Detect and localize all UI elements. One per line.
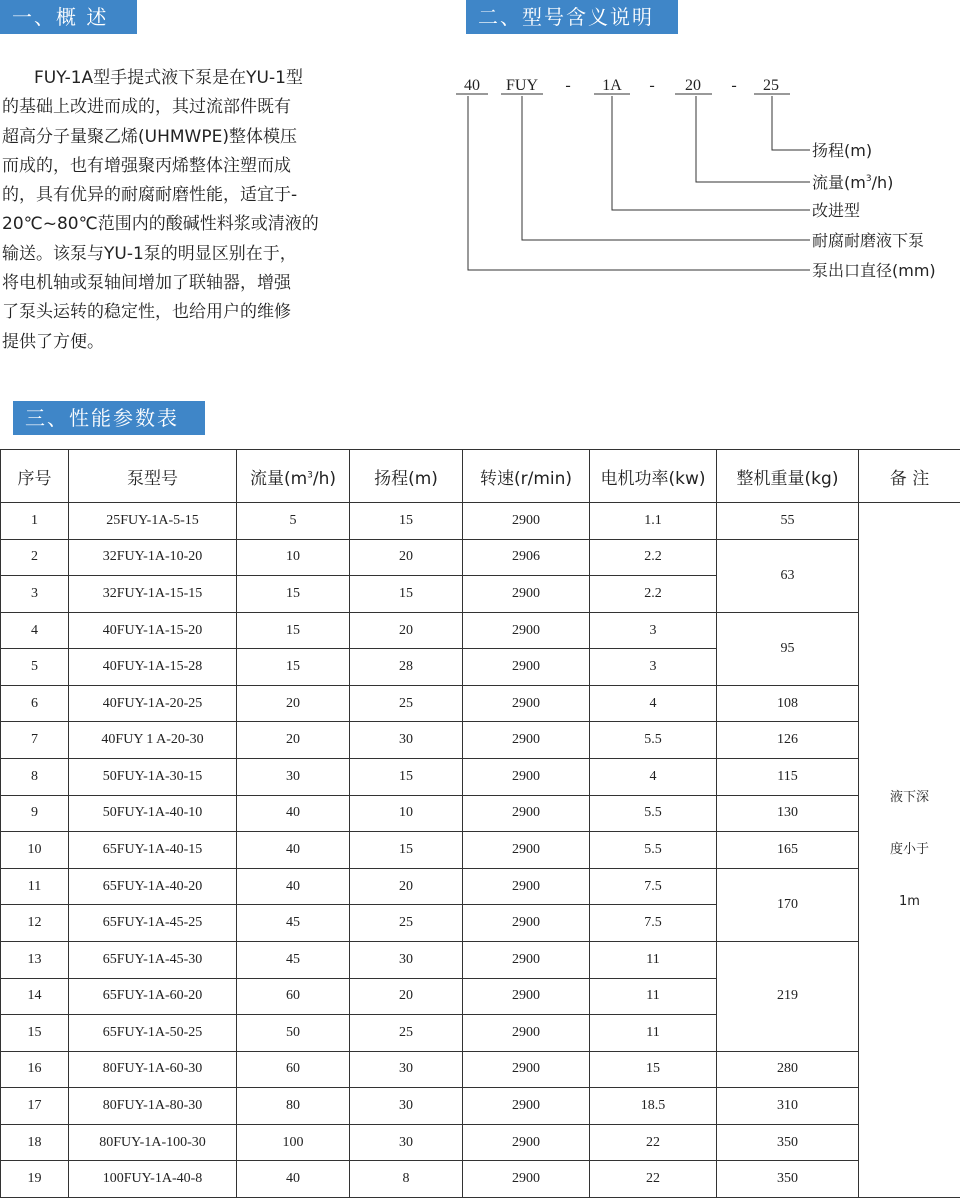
cell-seq: 18 <box>1 1124 69 1161</box>
cell-model: 32FUY-1A-10-20 <box>69 539 237 576</box>
cell-weight: 170 <box>717 868 859 941</box>
cell-seq: 10 <box>1 832 69 869</box>
cell-speed: 2900 <box>463 832 590 869</box>
header-seq: 序号 <box>1 450 69 503</box>
cell-model: 65FUY-1A-40-20 <box>69 868 237 905</box>
meaning-pump-type: 耐腐耐磨液下泵 <box>812 231 925 250</box>
cell-head: 15 <box>350 832 463 869</box>
overview-line: 了泵头运转的稳定性，也给用户的维修 <box>2 302 291 323</box>
cell-head: 25 <box>350 685 463 722</box>
cell-flow: 60 <box>237 978 350 1015</box>
cell-head: 20 <box>350 612 463 649</box>
cell-flow: 15 <box>237 612 350 649</box>
section-title-performance-table: 三、性能参数表 <box>13 401 205 435</box>
cell-flow: 40 <box>237 832 350 869</box>
cell-speed: 2900 <box>463 941 590 978</box>
cell-weight: 63 <box>717 539 859 612</box>
cell-weight: 219 <box>717 941 859 1051</box>
meaning-flow <box>812 173 893 192</box>
cell-power: 2.2 <box>590 576 717 613</box>
cell-weight: 55 <box>717 503 859 540</box>
table-row <box>1 722 960 759</box>
cell-seq: 5 <box>1 649 69 686</box>
cell-head: 30 <box>350 1124 463 1161</box>
cell-speed: 2900 <box>463 1015 590 1052</box>
note-line: 度小于 <box>889 842 929 857</box>
cell-flow: 5 <box>237 503 350 540</box>
cell-weight: 350 <box>717 1161 859 1198</box>
cell-model: 80FUY-1A-60-30 <box>69 1051 237 1088</box>
table-row <box>1 1088 960 1125</box>
table-row <box>1 795 960 832</box>
cell-head: 15 <box>350 576 463 613</box>
cell-power: 7.5 <box>590 905 717 942</box>
cell-weight: 310 <box>717 1088 859 1125</box>
header-flow-unit: /h) <box>312 468 337 489</box>
model-part-dash: - <box>649 77 655 94</box>
cell-head: 15 <box>350 503 463 540</box>
cell-head: 20 <box>350 868 463 905</box>
cell-power: 2.2 <box>590 539 717 576</box>
cell-power: 5.5 <box>590 832 717 869</box>
cell-power: 18.5 <box>590 1088 717 1125</box>
cell-flow: 30 <box>237 759 350 796</box>
overview-line: 超高分子量聚乙烯(UHMWPE)整体模压 <box>2 126 297 147</box>
cell-power: 11 <box>590 941 717 978</box>
cell-model: 32FUY-1A-15-15 <box>69 576 237 613</box>
cell-power: 11 <box>590 1015 717 1052</box>
cell-power: 5.5 <box>590 795 717 832</box>
cell-flow: 40 <box>237 1161 350 1198</box>
table-row <box>1 832 960 869</box>
overview-line: 提供了方便。 <box>2 331 104 352</box>
cell-seq: 4 <box>1 612 69 649</box>
header-power: 电机功率(kw) <box>590 450 717 503</box>
cell-power: 1.1 <box>590 503 717 540</box>
table-row <box>1 539 960 576</box>
overview-line: 输送。该泵与YU-1泵的明显区别在于， <box>2 243 297 264</box>
header-head: 扬程(m) <box>350 450 463 503</box>
header-note: 备 注 <box>859 450 960 503</box>
cell-speed: 2900 <box>463 1051 590 1088</box>
cell-weight: 280 <box>717 1051 859 1088</box>
cell-seq: 2 <box>1 539 69 576</box>
cell-seq: 14 <box>1 978 69 1015</box>
cell-model: 50FUY-1A-40-10 <box>69 795 237 832</box>
table-row <box>1 1051 960 1088</box>
table-row <box>1 868 960 905</box>
cell-weight: 350 <box>717 1124 859 1161</box>
overview-line: 的，具有优异的耐腐耐磨性能，适宜于- <box>2 185 298 206</box>
model-part-dash: - <box>731 77 737 94</box>
header-weight: 整机重量(kg) <box>717 450 859 503</box>
cell-speed: 2900 <box>463 905 590 942</box>
cell-model: 65FUY-1A-40-15 <box>69 832 237 869</box>
cell-seq: 6 <box>1 685 69 722</box>
table-row <box>1 503 960 540</box>
cell-model: 65FUY-1A-45-30 <box>69 941 237 978</box>
overview-line: 将电机轴或泵轴间增加了联轴器，增强 <box>2 273 291 294</box>
cell-model: 65FUY-1A-45-25 <box>69 905 237 942</box>
cell-weight: 95 <box>717 612 859 685</box>
cell-flow: 40 <box>237 868 350 905</box>
cell-speed: 2900 <box>463 1161 590 1198</box>
cell-power: 15 <box>590 1051 717 1088</box>
cell-seq: 8 <box>1 759 69 796</box>
cell-model: 65FUY-1A-60-20 <box>69 978 237 1015</box>
cell-head: 28 <box>350 649 463 686</box>
cell-model: 25FUY-1A-5-15 <box>69 503 237 540</box>
cell-seq: 7 <box>1 722 69 759</box>
cell-speed: 2900 <box>463 759 590 796</box>
cell-model: 100FUY-1A-40-8 <box>69 1161 237 1198</box>
cell-model: 40FUY-1A-15-28 <box>69 649 237 686</box>
meaning-improved: 改进型 <box>812 201 861 220</box>
cell-seq: 12 <box>1 905 69 942</box>
table-row <box>1 1161 960 1198</box>
table-row <box>1 941 960 978</box>
cell-head: 30 <box>350 1088 463 1125</box>
cell-flow: 20 <box>237 722 350 759</box>
cell-power: 5.5 <box>590 722 717 759</box>
cell-head: 25 <box>350 1015 463 1052</box>
table-row <box>1 685 960 722</box>
cell-model: 40FUY-1A-20-25 <box>69 685 237 722</box>
cell-speed: 2900 <box>463 685 590 722</box>
meaning-diameter: 泵出口直径(mm) <box>812 261 936 280</box>
model-part-improved: 1A <box>602 77 622 94</box>
cell-speed: 2906 <box>463 539 590 576</box>
cell-speed: 2900 <box>463 503 590 540</box>
cell-flow: 40 <box>237 795 350 832</box>
cell-power: 7.5 <box>590 868 717 905</box>
cell-model: 80FUY-1A-100-30 <box>69 1124 237 1161</box>
cell-flow: 10 <box>237 539 350 576</box>
cell-seq: 16 <box>1 1051 69 1088</box>
cell-flow: 45 <box>237 941 350 978</box>
cell-power: 3 <box>590 649 717 686</box>
model-part-head: 25 <box>763 77 779 94</box>
cell-flow: 80 <box>237 1088 350 1125</box>
cell-head: 10 <box>350 795 463 832</box>
table-row <box>1 759 960 796</box>
cell-flow: 20 <box>237 685 350 722</box>
cell-seq: 9 <box>1 795 69 832</box>
cell-model: 40FUY-1A-15-20 <box>69 612 237 649</box>
cell-head: 25 <box>350 905 463 942</box>
cell-power: 22 <box>590 1161 717 1198</box>
cell-power: 4 <box>590 685 717 722</box>
section-title-overview: 一、概 述 <box>0 0 137 34</box>
overview-line: FUY-1A型手提式液下泵是在YU-1型 <box>34 68 303 88</box>
cell-power: 11 <box>590 978 717 1015</box>
cell-speed: 2900 <box>463 649 590 686</box>
cell-head: 30 <box>350 1051 463 1088</box>
section-title-model-meaning: 二、型号含义说明 <box>466 0 678 34</box>
cell-note <box>859 503 960 1198</box>
model-part-diameter: 40 <box>464 77 480 94</box>
cell-head: 30 <box>350 722 463 759</box>
cell-seq: 3 <box>1 576 69 613</box>
cell-speed: 2900 <box>463 1088 590 1125</box>
cell-speed: 2900 <box>463 722 590 759</box>
cell-speed: 2900 <box>463 1124 590 1161</box>
cell-power: 22 <box>590 1124 717 1161</box>
header-flow-sup: 3 <box>307 469 313 480</box>
cell-weight: 165 <box>717 832 859 869</box>
meaning-head: 扬程(m) <box>812 141 873 160</box>
note-line: 1m <box>899 894 920 909</box>
cell-speed: 2900 <box>463 978 590 1015</box>
model-part-flow: 20 <box>685 77 701 94</box>
meaning-flow-sup: 3 <box>865 174 872 184</box>
cell-weight: 108 <box>717 685 859 722</box>
cell-flow: 60 <box>237 1051 350 1088</box>
cell-speed: 2900 <box>463 868 590 905</box>
cell-flow: 15 <box>237 576 350 613</box>
overview-line: 20℃~80℃范围内的酸碱性料浆或清液的 <box>2 214 319 235</box>
header-flow-text: 流量(m <box>249 468 308 489</box>
cell-speed: 2900 <box>463 795 590 832</box>
cell-speed: 2900 <box>463 576 590 613</box>
cell-model: 80FUY-1A-80-30 <box>69 1088 237 1125</box>
cell-speed: 2900 <box>463 612 590 649</box>
model-part-series: FUY <box>505 77 539 94</box>
cell-weight: 130 <box>717 795 859 832</box>
overview-line: 的基础上改进而成的，其过流部件既有 <box>2 97 291 118</box>
cell-weight: 115 <box>717 759 859 796</box>
cell-seq: 13 <box>1 941 69 978</box>
header-speed: 转速(r/min) <box>463 450 590 503</box>
note-line: 液下深 <box>889 790 929 805</box>
cell-flow: 100 <box>237 1124 350 1161</box>
cell-seq: 11 <box>1 868 69 905</box>
table-row <box>1 612 960 649</box>
meaning-flow-unit: /h) <box>871 173 894 192</box>
cell-model: 50FUY-1A-30-15 <box>69 759 237 796</box>
table-header-row <box>1 450 960 503</box>
cell-head: 20 <box>350 539 463 576</box>
table-row <box>1 1124 960 1161</box>
cell-head: 8 <box>350 1161 463 1198</box>
overview-line: 而成的，也有增强聚丙烯整体注塑而成 <box>2 155 291 176</box>
cell-weight: 126 <box>717 722 859 759</box>
cell-flow: 45 <box>237 905 350 942</box>
cell-power: 3 <box>590 612 717 649</box>
header-model: 泵型号 <box>69 450 237 503</box>
cell-model: 65FUY-1A-50-25 <box>69 1015 237 1052</box>
model-part-dash: - <box>565 77 571 94</box>
cell-seq: 17 <box>1 1088 69 1125</box>
cell-seq: 1 <box>1 503 69 540</box>
cell-seq: 15 <box>1 1015 69 1052</box>
cell-flow: 15 <box>237 649 350 686</box>
header-flow <box>237 450 350 503</box>
cell-seq: 19 <box>1 1161 69 1198</box>
cell-head: 20 <box>350 978 463 1015</box>
model-code-diagram <box>440 66 960 296</box>
cell-head: 15 <box>350 759 463 796</box>
meaning-flow-text: 流量(m <box>812 173 866 192</box>
cell-model: 40FUY 1 A-20-30 <box>69 722 237 759</box>
cell-head: 30 <box>350 941 463 978</box>
performance-table <box>0 449 960 1198</box>
overview-paragraph <box>2 64 352 357</box>
cell-flow: 50 <box>237 1015 350 1052</box>
cell-power: 4 <box>590 759 717 796</box>
